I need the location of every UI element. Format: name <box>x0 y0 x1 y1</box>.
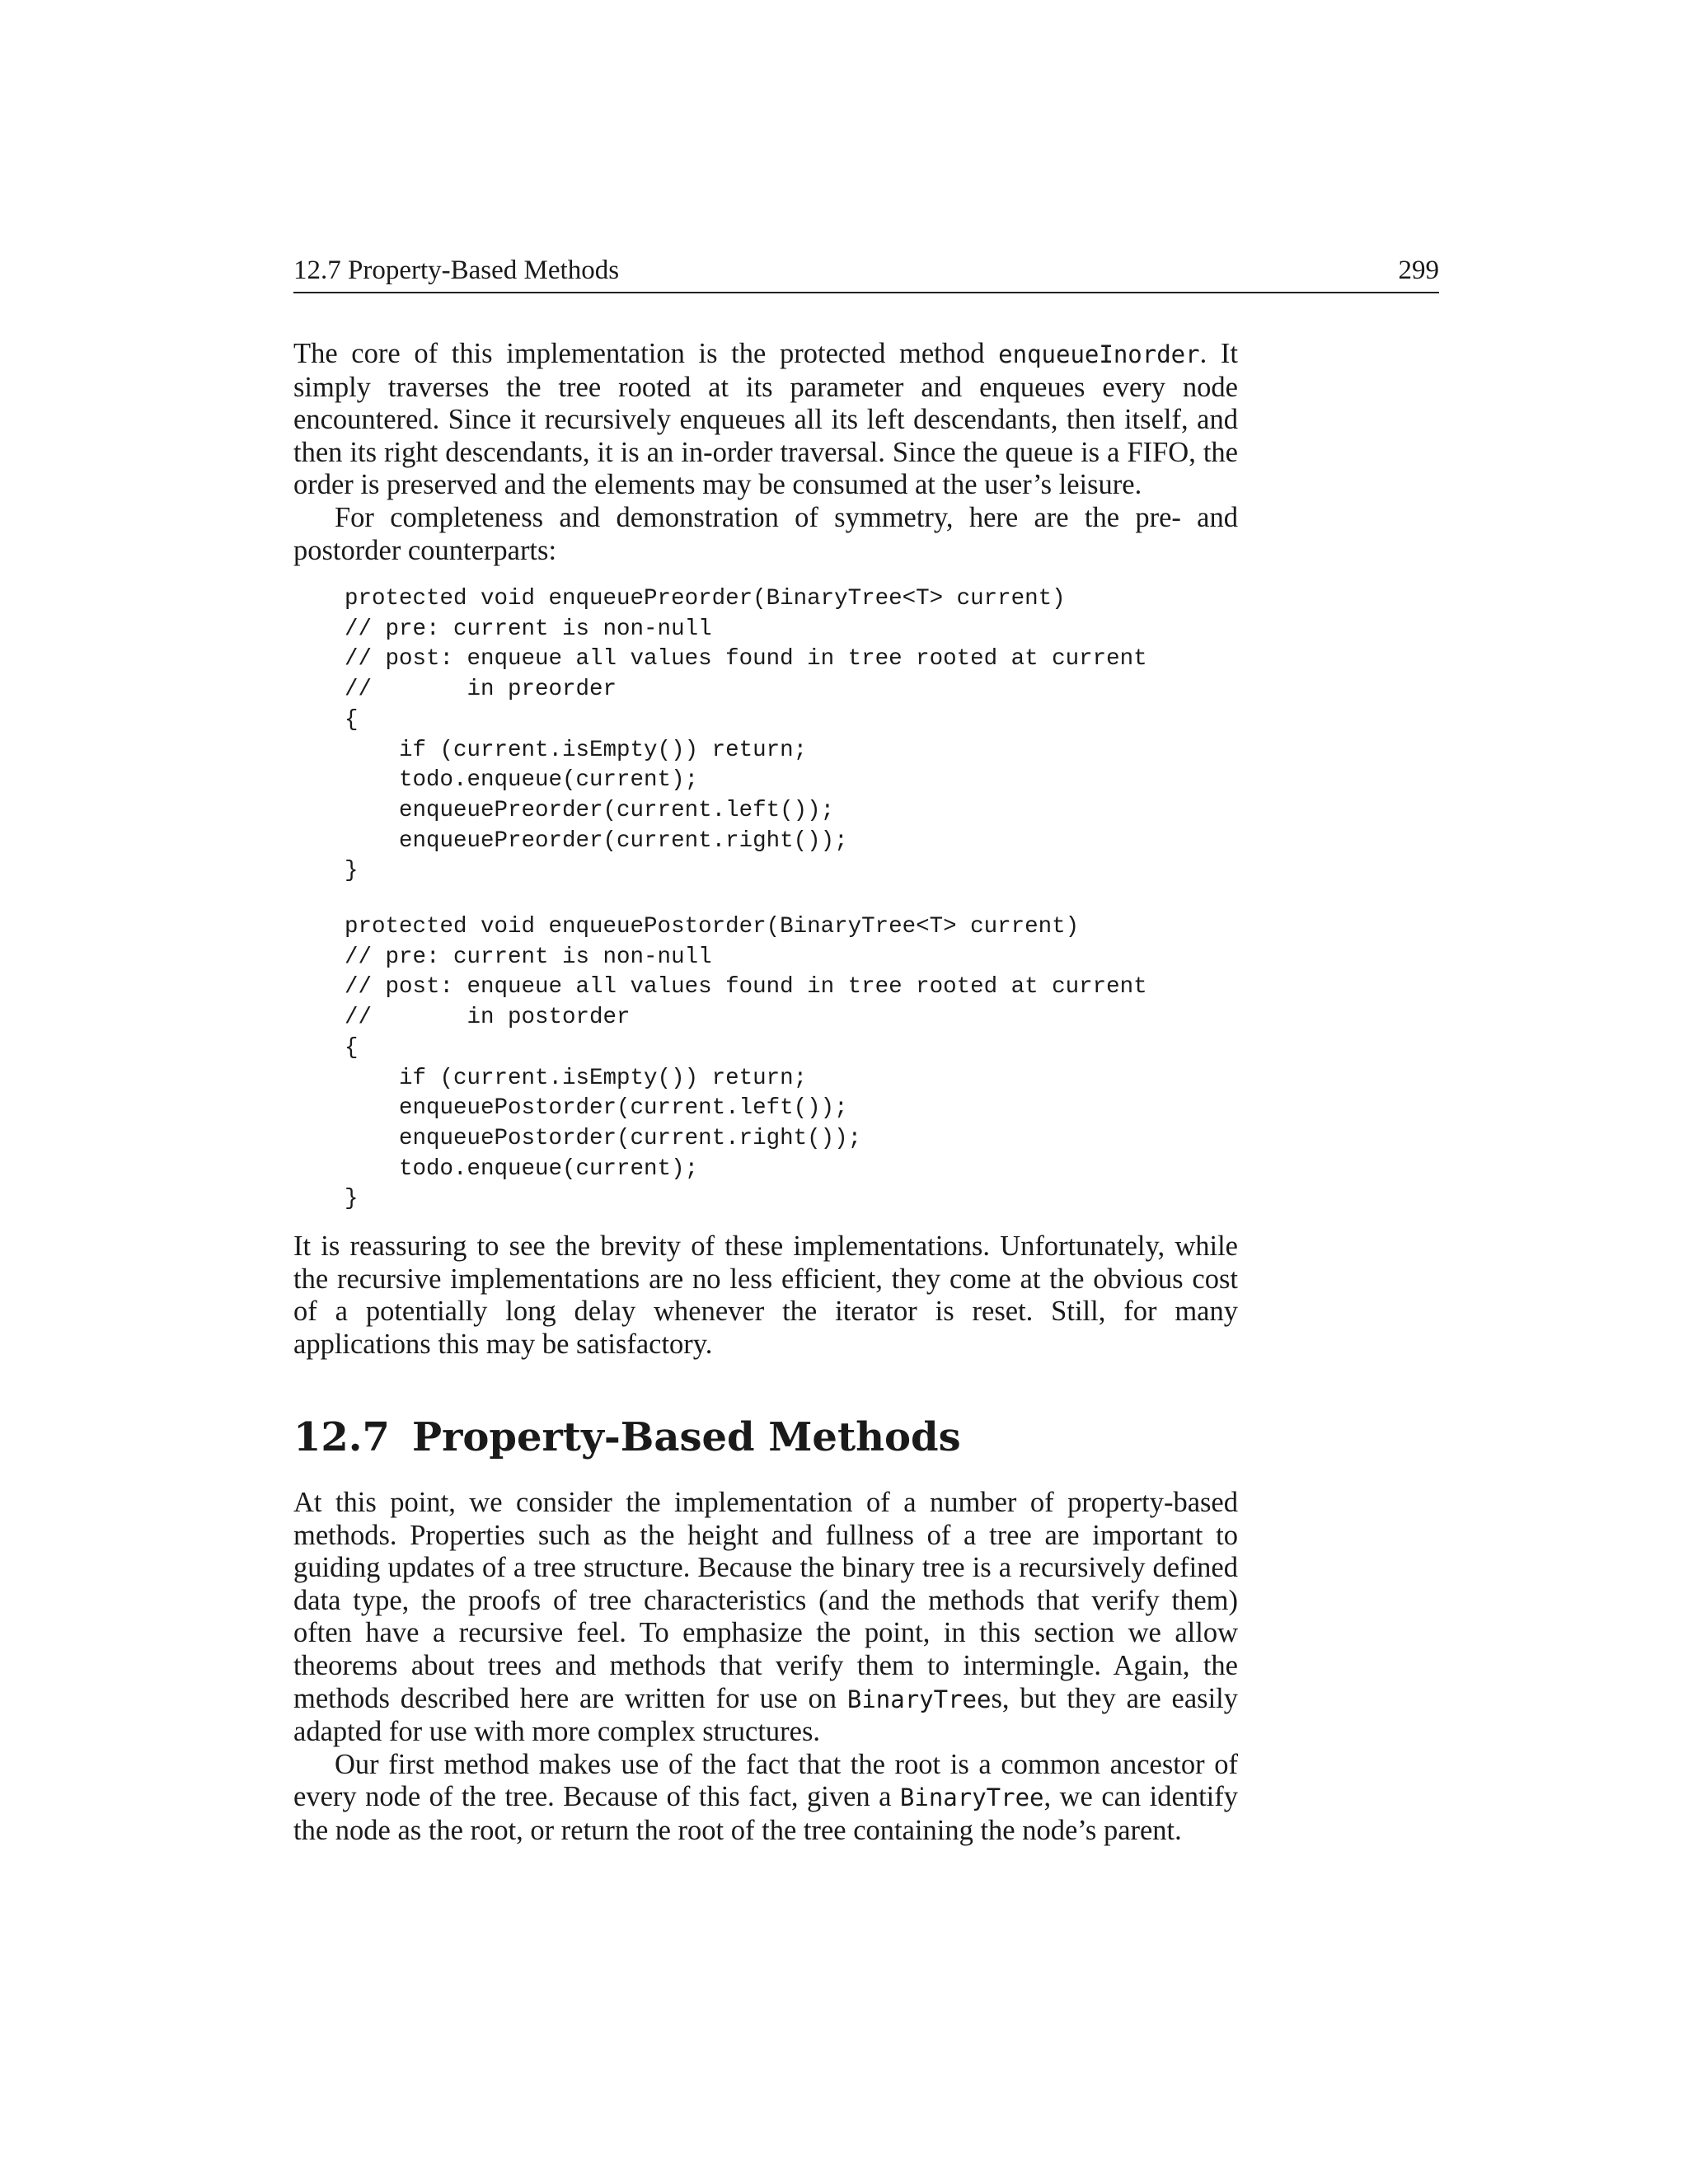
running-header <box>293 254 1439 293</box>
preorder-code-line: enqueuePreorder(current.left()); <box>345 797 835 823</box>
inline-code-binarytree-2: BinaryTree <box>899 1783 1044 1812</box>
postorder-code-line: { <box>345 1034 359 1061</box>
preorder-code-line: protected void enqueuePreorder(BinaryTree<T> current) <box>345 586 1066 612</box>
postorder-code-line: // post: enqueue all values found in tree rooted at current <box>345 974 1147 1001</box>
section-text <box>293 1487 1238 1848</box>
postorder-code-line: protected void enqueuePostorder(BinaryTree<T> current) <box>345 914 1080 940</box>
preorder-code-line: } <box>345 858 359 884</box>
after-code-text <box>293 1230 1238 1361</box>
section-p1-text-b: s, but they are easily adapted for use with more complex structures. <box>293 1682 1239 1748</box>
intro-text <box>293 338 1238 567</box>
inline-code-binarytree: BinaryTree <box>846 1685 992 1713</box>
intro-paragraph-2: For completeness and demonstration of symmetry, here are the pre- and postorder counterparts: <box>293 501 1238 566</box>
postorder-code-line: enqueuePostorder(current.left()); <box>345 1095 848 1122</box>
intro-p1-text-a: The core of this implementation is the protected method <box>293 338 999 369</box>
postorder-code-line: } <box>345 1186 359 1212</box>
intro-p1-text-b: . It simply traverses the tree rooted at its parameter and enqueues every node encountered. Since it recursively enqueues all its left descendants, then itself, and then its right descendants, it is an in-order traversal. Since the queue is a FIFO, the order is preserved and the elements may be consumed at the user’s leisure. <box>293 338 1238 501</box>
postorder-code-block <box>345 912 1147 1215</box>
preorder-code-line: // pre: current is non-null <box>345 616 712 642</box>
preorder-code-line: { <box>345 706 359 733</box>
section-p2-text-b: , we can identify the node as the root, or return the root of the tree containing the node’s parent. <box>293 1781 1238 1846</box>
preorder-code-line: enqueuePreorder(current.right()); <box>345 827 848 854</box>
postorder-code-line: todo.enqueue(current); <box>345 1155 699 1182</box>
preorder-code-block <box>345 584 1147 887</box>
inline-code-enqueueinorder: enqueueInorder <box>998 340 1200 368</box>
postorder-code-line: // pre: current is non-null <box>345 944 712 970</box>
section-p2-text-a: Our first method makes use of the fact that the root is a common ancestor of every node of the tree. Because of this fact, given a <box>293 1748 1238 1813</box>
postorder-code-line: enqueuePostorder(current.right()); <box>345 1125 862 1151</box>
section-number: 12.7 <box>293 1414 390 1460</box>
section-title: Property-Based Methods <box>412 1414 961 1460</box>
preorder-code-line: todo.enqueue(current); <box>345 767 699 794</box>
preorder-code-line: // post: enqueue all values found in tree rooted at current <box>345 646 1147 673</box>
running-title: 12.7 Property-Based Methods <box>293 255 620 285</box>
section-p1-text-a: At this point, we consider the implementation of a number of property-based methods. Properties such as the height and fullness of a tree are important to guiding updates of a tree structure. Because the binary tree is a recursively defined data type, the proofs of tree characteristics (and the methods that verify them) often have a recursive feel. To emphasize the point, in this section we allow theorems about trees and methods that verify them to intermingle. Again, the methods described here are written for use on <box>293 1487 1238 1714</box>
preorder-code-line: if (current.isEmpty()) return; <box>345 737 808 763</box>
section-paragraph-2 <box>293 1749 1238 1848</box>
postorder-code-line: // in postorder <box>345 1005 631 1031</box>
section-heading <box>293 1414 961 1460</box>
postorder-code-line: if (current.isEmpty()) return; <box>345 1065 808 1091</box>
after-code-paragraph: It is reassuring to see the brevity of these implementations. Unfortunately, while the recursive implementations are no less efficient, they come at the obvious cost of a potentially long delay whenever the iterator is reset. Still, for many applications this may be satisfactory. <box>293 1230 1238 1360</box>
section-paragraph-1 <box>293 1487 1238 1749</box>
intro-paragraph-1 <box>293 338 1238 502</box>
preorder-code-line: // in preorder <box>345 677 617 703</box>
page-number: 299 <box>1398 255 1439 285</box>
